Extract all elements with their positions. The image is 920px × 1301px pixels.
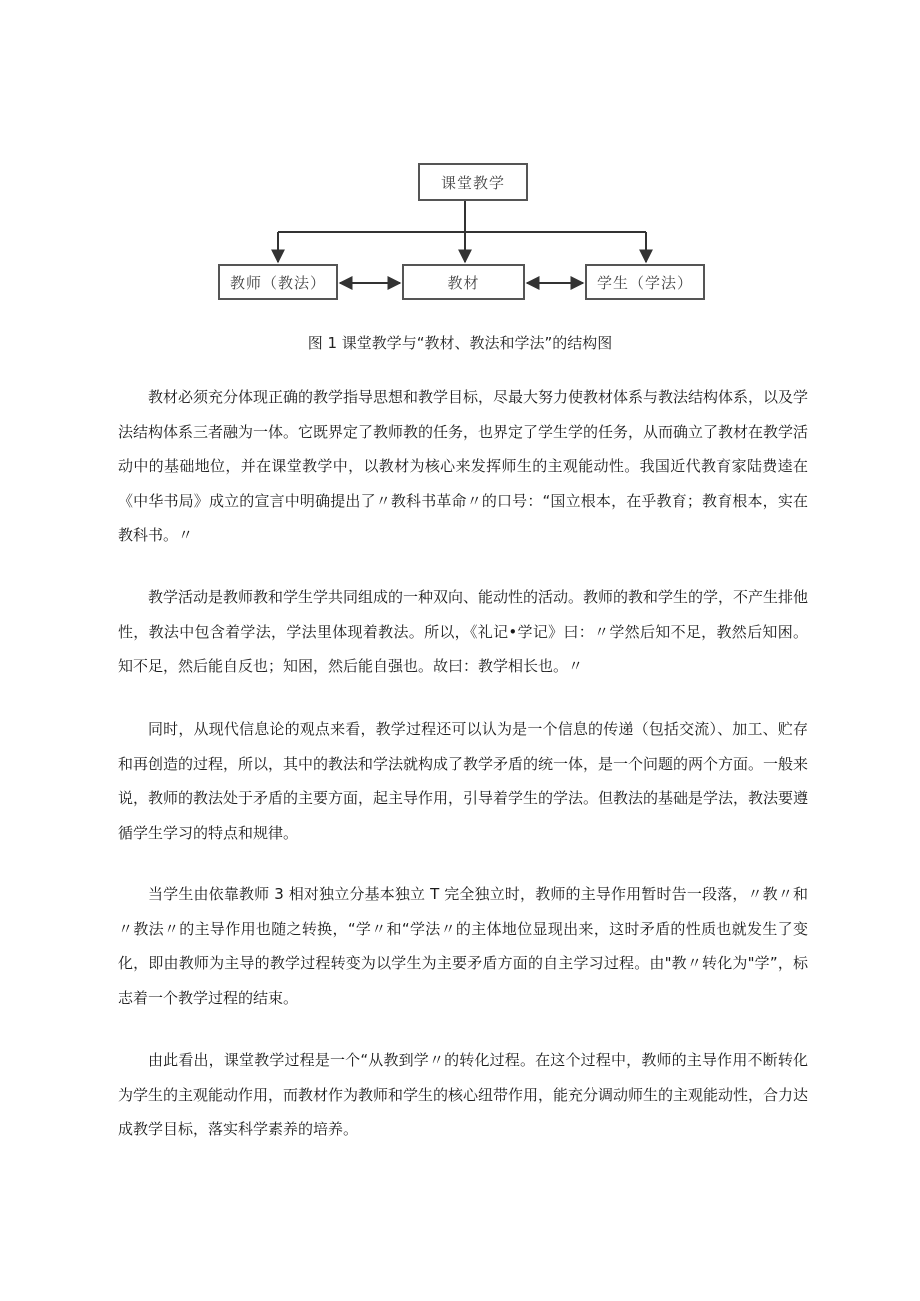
textbook-box: 教材 [402,264,525,300]
teacher-method-box: 教师（教法） [218,264,338,300]
paragraph-student-independence: 当学生由依靠教师 3 相对独立分基本独立 T 完全独立时，教师的主导作用暂时告一段落，〃教〃和〃教法〃的主导作用也随之转换，“学〃和“学法〃的主体地位显现出来，这时矛盾的性质也就发生了变化，即由教师为主导的教学过程转变为以学生为主要矛盾方面的自主学习过程。由"教〃转化为"学”，标志着一个教学过程的结束。 [118,885,808,1007]
classroom-teaching-box: 课堂教学 [418,163,528,201]
figure-caption: 图 1 课堂教学与“教材、教法和学法”的结构图 [307,334,613,352]
paragraph-teaching-activity: 教学活动是教师教和学生学共同组成的一种双向、能动性的活动。教师的教和学生的学，不产生排他性，教法中包含着学法，学法里体现着教法。所以，《礼记•学记》曰：〃学然后知不足，教然后知困。知不足，然后能自反也；知困，然后能自强也。故曰：教学相长也。〃 [118,588,809,676]
paragraph-textbook: 教材必须充分体现正确的教学指导思想和教学目标，尽最大努力使教材体系与教法结构体系，以及学法结构体系三者融为一体。它既界定了教师教的任务，也界定了学生学的任务，从而确立了教材在教学活动中的基础地位，并在课堂教学中，以教材为核心来发挥师生的主观能动性。我国近代教育家陆费逵在《中华书局》成立的宣言中明确提出了〃教科书革命〃的口号：“国立根本，在乎教育；教育根本，实在教科书。〃 [118,388,809,545]
paragraph-conclusion: 由此看出，课堂教学过程是一个“从教到学〃的转化过程。在这个过程中，教师的主导作用不断转化为学生的主观能动作用，而教材作为教师和学生的核心纽带作用，能充分调动师生的主观能动性，合力达成教学目标，落实科学素养的培养。 [118,1051,809,1139]
student-method-box: 学生（学法） [585,264,705,300]
paragraph-information-theory: 同时，从现代信息论的观点来看，教学过程还可以认为是一个信息的传递（包括交流）、加工、贮存和再创造的过程，所以，其中的教法和学法就构成了教学矛盾的统一体，是一个问题的两个方面。一般来说，教师的教法处于矛盾的主要方面，起主导作用，引导着学生的学法。但教法的基础是学法，教法要遵循学生学习的特点和规律。 [118,720,809,842]
structure-diagram [0,0,920,320]
